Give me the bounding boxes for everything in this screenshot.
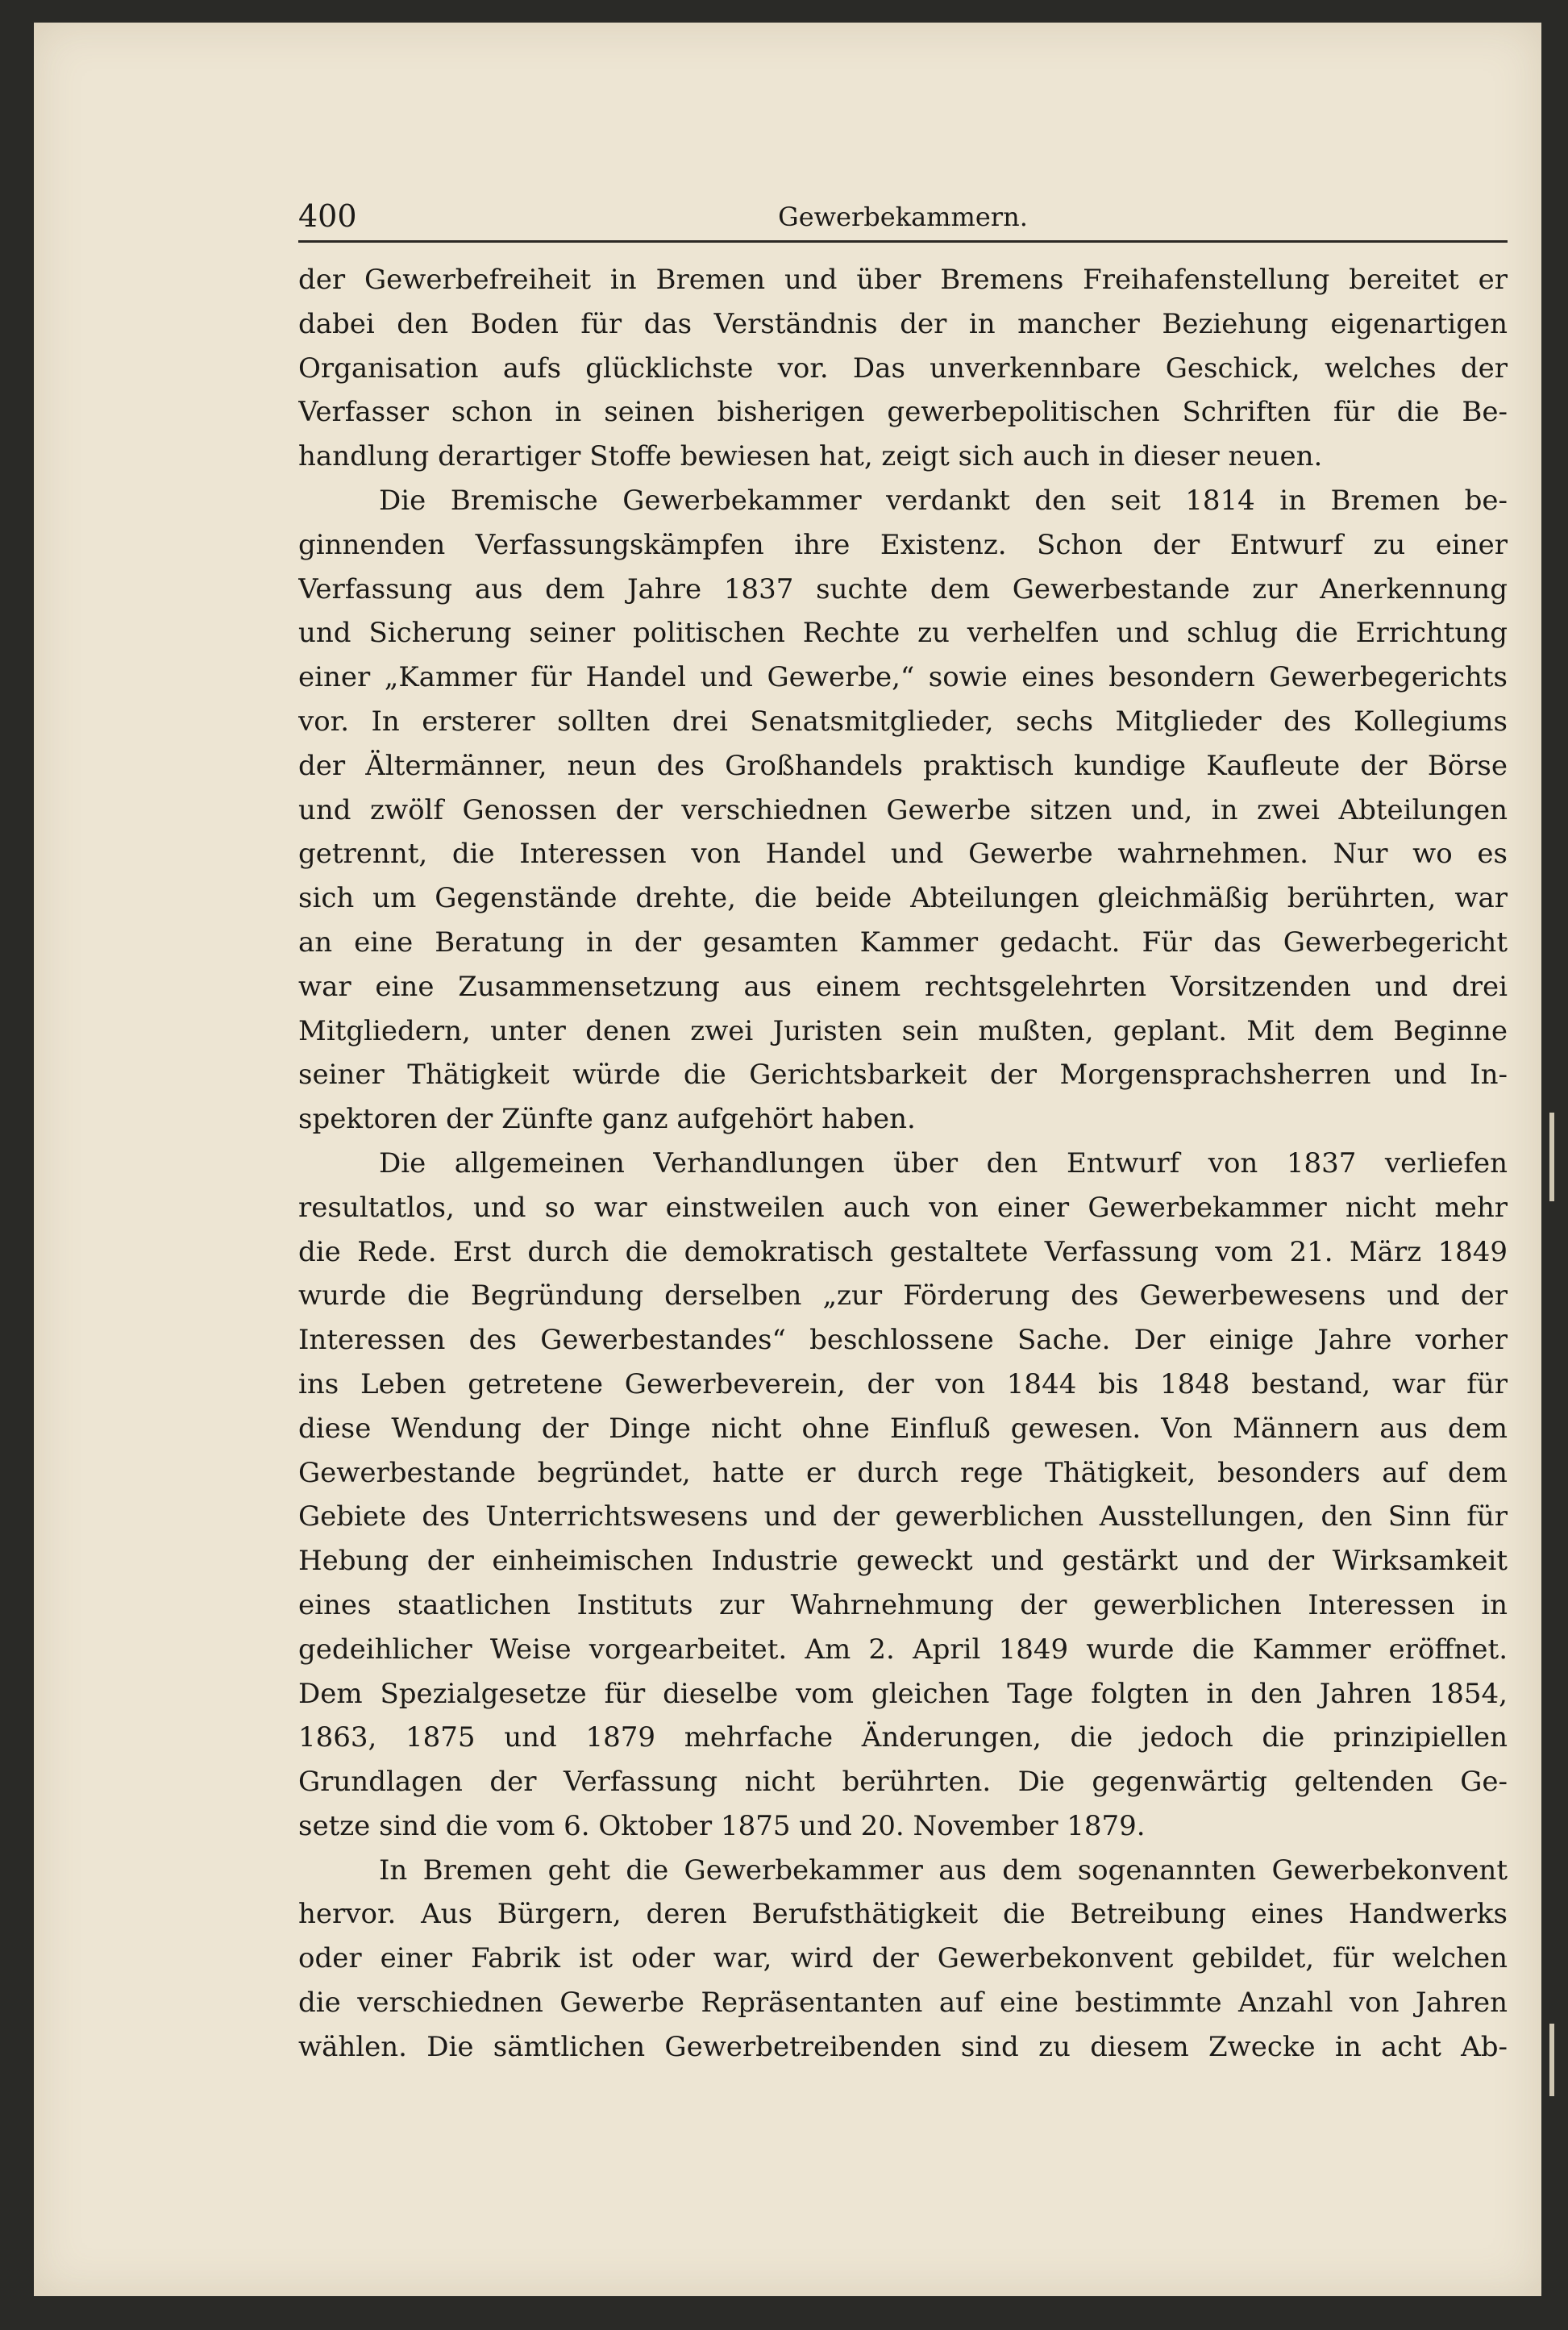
text-line: wurde die Begründung derselben „zur Förderung des Gewerbewesens und der xyxy=(298,1279,1508,1313)
text-line: eines staatlichen Instituts zur Wahrnehmung der gewerblichen Interessen in xyxy=(298,1588,1508,1621)
running-head: Gewerbekammern. xyxy=(778,202,1028,232)
body-text xyxy=(298,258,1508,2070)
text-line: der Ältermänner, neun des Großhandels praktisch kundige Kaufleute der Börse xyxy=(298,749,1508,782)
text-line: oder einer Fabrik ist oder war, wird der Gewerbekonvent gebildet, für welchen xyxy=(298,1942,1508,1975)
text-line: Hebung der einheimischen Industrie geweckt und gestärkt und der Wirksamkeit xyxy=(298,1545,1508,1578)
text-line: hervor. Aus Bürgern, deren Berufsthätigkeit die Betreibung eines Handwerks xyxy=(298,1898,1508,1931)
text-line: Die allgemeinen Verhandlungen über den Entwurf von 1837 verliefen xyxy=(379,1146,1508,1180)
text-line: Verfassung aus dem Jahre 1837 suchte dem Gewerbestande zur Anerkennung xyxy=(298,572,1508,605)
text-line: Mitgliedern, unter denen zwei Juristen sein mußten, geplant. Mit dem Beginne xyxy=(298,1014,1508,1047)
page-edge-mark xyxy=(1549,2024,1554,2096)
text-line: handlung derartiger Stoffe bewiesen hat, zeigt sich auch in dieser neuen. xyxy=(298,440,1323,473)
text-line: vor. In ersterer sollten drei Senatsmitglieder, sechs Mitglieder des Kollegiums xyxy=(298,705,1508,738)
text-line: und zwölf Genossen der verschiednen Gewerbe sitzen und, in zwei Abteilungen xyxy=(298,793,1508,826)
text-line: Interessen des Gewerbestandes“ beschlossene Sache. Der einige Jahre vorher xyxy=(298,1324,1508,1357)
text-line: die Rede. Erst durch die demokratisch gestaltete Verfassung vom 21. März 1849 xyxy=(298,1235,1508,1268)
text-line: und Sicherung seiner politischen Rechte zu verhelfen und schlug die Errichtung xyxy=(298,617,1508,650)
text-line: an eine Beratung in der gesamten Kammer gedacht. Für das Gewerbegericht xyxy=(298,926,1508,959)
text-line: dabei den Boden für das Verständnis der in mancher Beziehung eigenartigen xyxy=(298,307,1508,340)
text-line: Die Bremische Gewerbekammer verdankt den seit 1814 in Bremen be- xyxy=(379,484,1508,517)
text-line: war eine Zusammensetzung aus einem rechtsgelehrten Vorsitzenden und drei xyxy=(298,970,1508,1003)
text-line: diese Wendung der Dinge nicht ohne Einfluß gewesen. Von Männern aus dem xyxy=(298,1412,1508,1445)
text-line: Dem Spezialgesetze für dieselbe vom gleichen Tage folgten in den Jahren 1854, xyxy=(298,1677,1508,1710)
text-line: ginnenden Verfassungskämpfen ihre Existenz. Schon der Entwurf zu einer xyxy=(298,528,1508,561)
text-line: der Gewerbefreiheit in Bremen und über Bremens Freihafenstellung bereitet er xyxy=(298,264,1508,296)
page-edge-mark xyxy=(1549,1113,1554,1201)
text-line: In Bremen geht die Gewerbekammer aus dem sogenannten Gewerbekonvent xyxy=(379,1854,1508,1887)
text-line: Organisation aufs glücklichste vor. Das unverkennbare Geschick, welches der xyxy=(298,352,1508,385)
text-line: spektoren der Zünfte ganz aufgehört haben. xyxy=(298,1103,916,1136)
text-line: wählen. Die sämtlichen Gewerbetreibenden sind zu diesem Zwecke in acht Ab- xyxy=(298,2030,1508,2063)
text-line: setze sind die vom 6. Oktober 1875 und 20. November 1879. xyxy=(298,1809,1146,1842)
text-line: Verfasser schon in seinen bisherigen gewerbepolitischen Schriften für die Be- xyxy=(298,396,1508,429)
text-line: 1863, 1875 und 1879 mehrfache Änderungen, die jedoch die prinzipiellen xyxy=(298,1721,1508,1754)
text-line: einer „Kammer für Handel und Gewerbe,“ sowie eines besondern Gewerbegerichts xyxy=(298,661,1508,694)
text-line: seiner Thätigkeit würde die Gerichtsbarkeit der Morgensprachsherren und In- xyxy=(298,1059,1508,1092)
page-number: 400 xyxy=(298,198,357,234)
page-header xyxy=(298,195,1508,243)
text-line: Gebiete des Unterrichtswesens und der gewerblichen Ausstellungen, den Sinn für xyxy=(298,1500,1508,1533)
text-line: Gewerbestande begründet, hatte er durch rege Thätigkeit, besonders auf dem xyxy=(298,1456,1508,1489)
text-line: die verschiednen Gewerbe Repräsentanten auf eine bestimmte Anzahl von Jahren xyxy=(298,1987,1508,2020)
text-line: Grundlagen der Verfassung nicht berührten. Die gegenwärtig geltenden Ge- xyxy=(298,1766,1508,1799)
text-line: gedeihlicher Weise vorgearbeitet. Am 2. April 1849 wurde die Kammer eröffnet. xyxy=(298,1633,1508,1666)
text-line: ins Leben getretene Gewerbeverein, der von 1844 bis 1848 bestand, war für xyxy=(298,1367,1508,1400)
text-line: resultatlos, und so war einstweilen auch von einer Gewerbekammer nicht mehr xyxy=(298,1191,1508,1224)
text-line: sich um Gegenstände drehte, die beide Abteilungen gleichmäßig berührten, war xyxy=(298,882,1508,915)
text-line: getrennt, die Interessen von Handel und Gewerbe wahrnehmen. Nur wo es xyxy=(298,838,1508,871)
